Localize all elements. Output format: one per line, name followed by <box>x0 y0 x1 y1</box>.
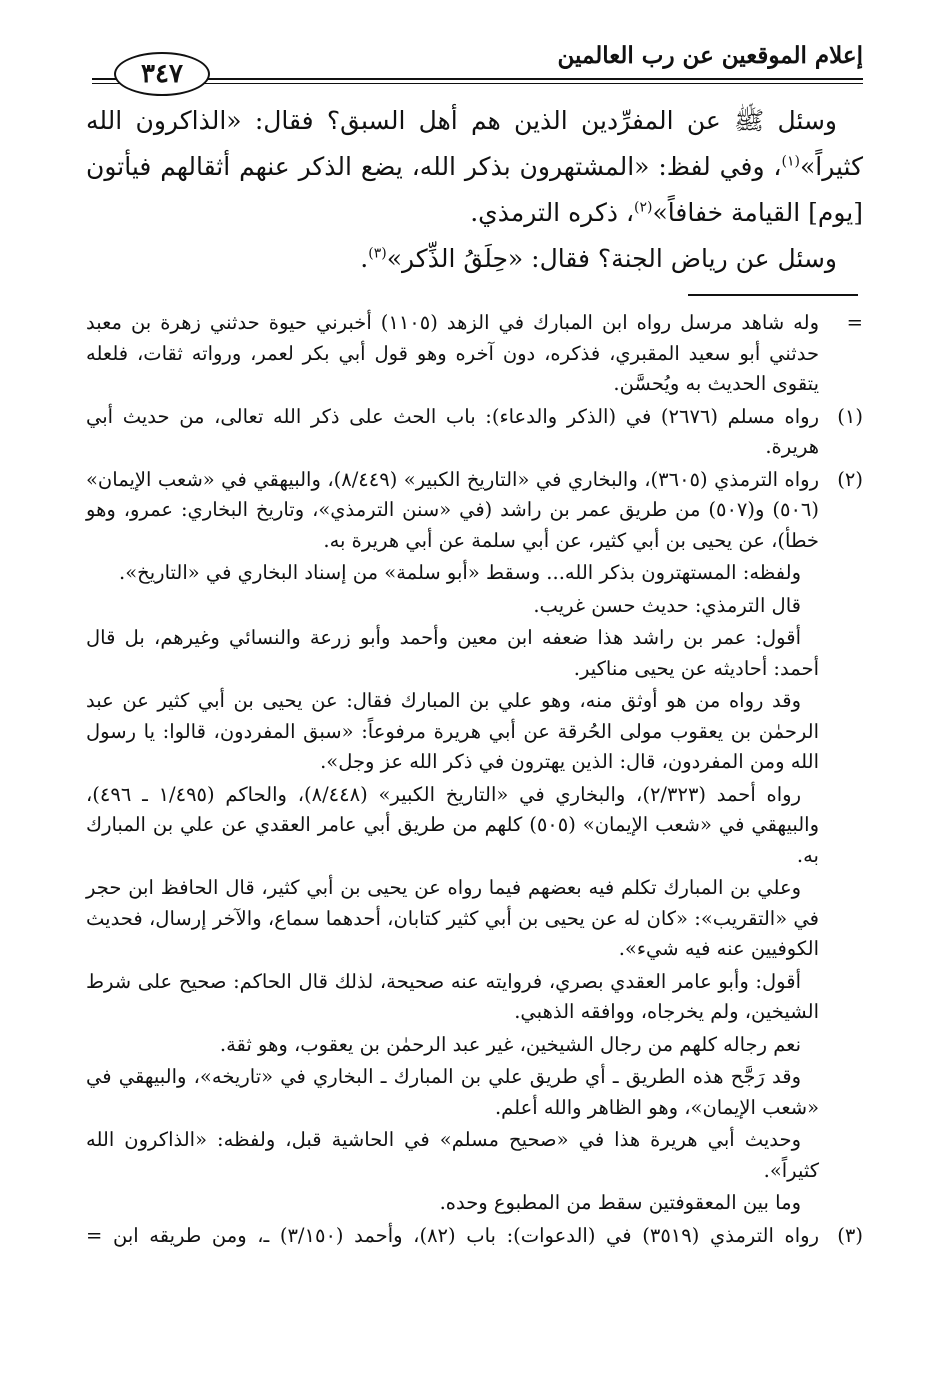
text: وسئل عن رياض الجنة؟ فقال: «حِلَقُ الذِّكر» <box>386 244 837 273</box>
footnote-paragraph: أقول: عمر بن راشد هذا ضعفه ابن معين وأحمد وأبو زرعة والنسائي وغيرهم، بل قال أحمد: أحاديثه عن يحيى مناكير. <box>86 626 819 680</box>
footnote-text: رواه الترمذي (٣٥١٩) في (الدعوات): باب (٨٢)، وأحمد (٣/١٥٠) ـ، ومن طريقه ابن <box>112 1223 819 1247</box>
footnote-paragraph: نعم رجاله كلهم من رجال الشيخين، غير عبد الرحمٰن بن يعقوب، وهو ثقة. <box>219 1032 801 1056</box>
text: وسئل ﷺ عن المفرِّدين الذين هم أهل السبق؟ فقال: «الذاكرون الله كثيراً» <box>86 106 863 181</box>
footnote-paragraph: وقد رواه من هو أوثق منه، وهو علي بن المبارك فقال: عن يحيى بن أبي كثير عن عبد الرحمٰن بن يعقوب مولى الحُرقة عن أبي هريرة مرفوعاً: «سبق المفردون، قالوا: يا رسول الله ومن المفردون، قال: الذين يهترون في ذكر الله عز وجل». <box>86 689 819 773</box>
footnote-text: رواه مسلم (٢٦٧٦) في (الذكر والدعاء): باب الحث على ذكر الله تعالى، من حديث أبي هريرة. <box>86 404 819 458</box>
footnote-paragraph: وعلي بن المبارك تكلم فيه بعضهم فيما رواه عن يحيى بن أبي كثير، قال الحافظ ابن حجر في «التقريب»: «كان له عن يحيى بن أبي كثير كتابان، أحدهما سماع، والآخر إرسال، فحديث الكوفيين عنه فيه شيء». <box>86 876 819 960</box>
paragraph <box>86 98 863 236</box>
paragraph <box>86 236 863 282</box>
running-title: إعلام الموقعين عن رب العالمين <box>557 42 863 69</box>
page-number-frame <box>114 52 210 96</box>
footnote-paragraph: وقد رَجَّح هذه الطريق ـ أي طريق علي بن المبارك ـ البخاري في «تاريخه»، والبيهقي في «شعب الإيمان»، وهو الظاهر والله أعلم. <box>86 1065 819 1119</box>
footnote-paragraph: وما بين المعقوفتين سقط من المطبوع وحده. <box>439 1191 801 1214</box>
main-text <box>86 98 863 282</box>
footnote-paragraph: قال الترمذي: حديث حسن غريب. <box>533 593 801 617</box>
text: . <box>360 244 369 273</box>
page-number: ٣٤٧ <box>141 59 183 89</box>
footnote-number: (٣) <box>837 1223 863 1247</box>
footnote-3 <box>86 1221 863 1252</box>
text: ، ذكره الترمذي. <box>470 198 635 227</box>
footnote-text: وله شاهد مرسل رواه ابن المبارك في الزهد (١١٠٥) أخبرني حيوة حدثني زهرة بن معبد حدثني أبو سعيد المقبري، فذكره، دون آخره وهو قول أبي بكر لعمر، ورواته ثقات، فلعله يتقوى الحديث به ويُحسَّن. <box>86 311 819 395</box>
footnote-separator <box>688 294 858 296</box>
footnote-2 <box>86 465 863 557</box>
footnote-1 <box>86 402 863 463</box>
text: ، وفي لفظ: «المشتهرون بذكر الله، يضع الذكر عنهم أثقالهم فيأتون [يوم] القيامة خفافاً» <box>86 152 863 227</box>
footnote-text: رواه الترمذي (٣٦٠٥)، والبخاري في «التاريخ الكبير» (٨/٤٤٩)، والبيهقي في «شعب الإيمان» (٥٠٦) و(٥٠٧) من طريق عمر بن راشد (في «سنن الترمذي»، وتاريخ البخاري: عمرو، وهو خطأ)، عن يحيى بن أبي كثير، عن أبي سلمة عن أبي هريرة به. <box>86 467 819 552</box>
footnote-paragraph: رواه أحمد (٢/٣٢٣)، والبخاري في «التاريخ الكبير» (٨/٤٤٨)، والحاكم (١/٤٩٥ ـ ٤٩٦)، والبيهقي في «شعب الإيمان» (٥٠٥) كلهم من طريق أبي عامر العقدي عن علي بن المبارك به. <box>86 782 819 867</box>
header-rule-thin <box>92 83 863 84</box>
footnote-number: (١) <box>837 404 863 428</box>
footnote-paragraph: ولفظه: المستهترون بذكر الله... وسقط «أبو سلمة» من إسناد البخاري في «التاريخ». <box>119 561 801 584</box>
footnote-ref[interactable]: (٣) <box>368 245 387 262</box>
footnote-continuation <box>86 308 863 400</box>
continuation-marker: = <box>846 311 863 334</box>
footnote-paragraph: أقول: وأبو عامر العقدي بصري، فروايته عنه صحيحة، لذلك قال الحاكم: صحيح على شرط الشيخين، ولم يخرجاه، ووافقه الذهبي. <box>86 969 819 1023</box>
footnote-number: (٢) <box>837 467 863 491</box>
footnote-ref[interactable]: (١) <box>781 153 800 170</box>
continuation-marker: = <box>86 1223 103 1247</box>
footnote-paragraph: وحديث أبي هريرة هذا في «صحيح مسلم» في الحاشية قبل، ولفظه: «الذاكرون الله كثيراً». <box>86 1128 819 1182</box>
footnotes <box>86 308 863 1253</box>
footnote-ref[interactable]: (٢) <box>634 199 653 216</box>
